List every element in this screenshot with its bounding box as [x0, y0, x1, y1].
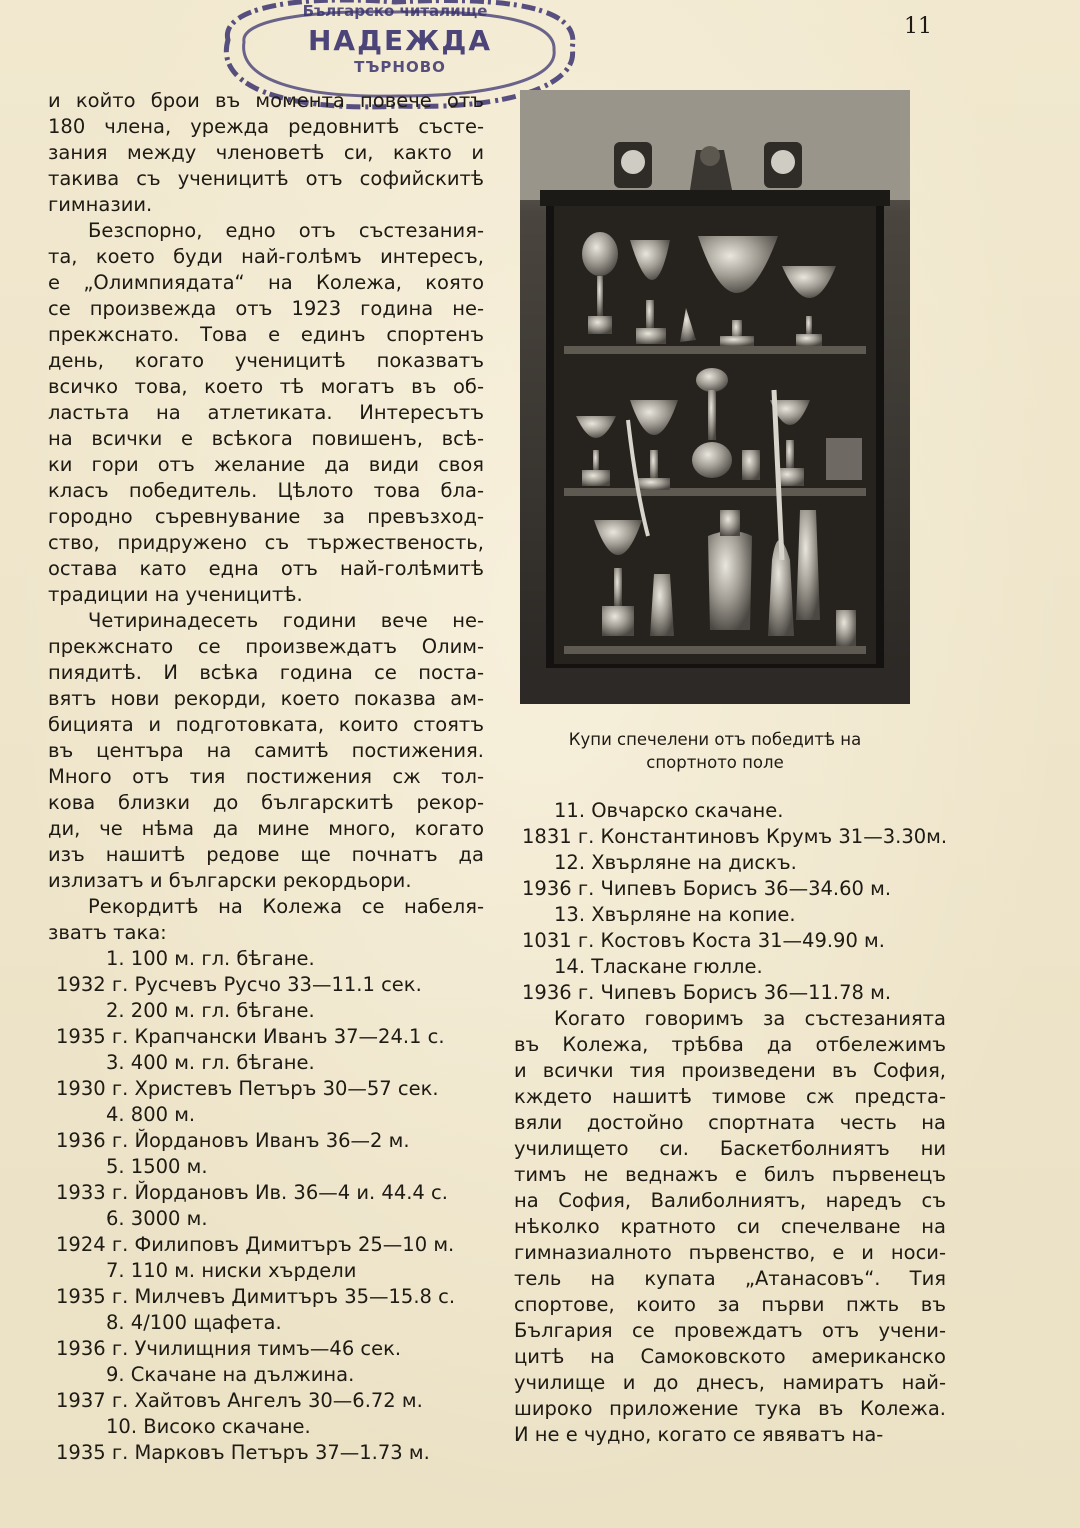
record-result: 1031 г. Костовъ Коста 31—49.90 м.	[522, 929, 885, 952]
record-event: 3. 400 м. гл. бѣгане.	[106, 1051, 315, 1074]
text-line: Много отъ тия постижения сж тол-	[48, 765, 484, 788]
text-line: та, което буди най-голѣмъ интересъ,	[48, 245, 484, 268]
records-heading-paragraph	[48, 894, 484, 946]
text-line: училище и до днесъ, намиратъ най-	[514, 1371, 946, 1394]
text-line: вятъ нови рекорди, което показва ам-	[48, 687, 484, 710]
text-line: нѣколко кратното си спечелване на	[514, 1215, 946, 1238]
record-event: 9. Скачане на дължина.	[106, 1363, 355, 1386]
text-line: зания между членоветѣ си, както и	[48, 141, 484, 164]
record-event: 4. 800 м.	[106, 1103, 196, 1126]
text-line: на София, Валиболниятъ, наредъ съ	[514, 1189, 946, 1212]
record-result: 1935 г. Милчевъ Димитъръ 35—15.8 с.	[56, 1285, 456, 1308]
text-line: и който брои въ момента повече отъ	[48, 89, 484, 112]
records-list-continued	[514, 798, 946, 1006]
record-result: 1930 г. Христевъ Петъръ 30—57 сек.	[56, 1077, 439, 1100]
competitions-paragraph	[514, 1006, 946, 1448]
text-line: ство, придружено съ тържественость,	[48, 531, 484, 554]
text-line: гимназии.	[48, 193, 153, 216]
text-line: ди, че нѣма да мине много, когато	[48, 817, 484, 840]
text-line: класъ победитель. Цѣлото това бла-	[48, 479, 484, 502]
record-event: 10. Високо скачане.	[106, 1415, 311, 1438]
text-line: кждето нашитѣ тимове сж предста-	[514, 1085, 946, 1108]
record-event: 8. 4/100 щафета.	[106, 1311, 282, 1334]
text-line: на всички е всѣкога повишенъ, всѣ-	[48, 427, 484, 450]
intro-paragraph	[48, 88, 484, 218]
text-line: изъ нашитѣ редове ще почнатъ да	[48, 843, 484, 866]
record-event: 6. 3000 м.	[106, 1207, 208, 1230]
text-line: и всички тия произведени въ София,	[514, 1059, 946, 1082]
text-line: И не е чудно, когато се явяватъ на-	[514, 1423, 884, 1446]
text-line: Четиринадесеть години вече не-	[88, 609, 484, 632]
record-result: 1937 г. Хайтовъ Ангелъ 30—6.72 м.	[56, 1389, 423, 1412]
text-line: Рекордитѣ на Колежа се набеля-	[88, 895, 484, 918]
text-line: бицията и подготовката, които стоятъ	[48, 713, 484, 736]
record-result: 1933 г. Йордановъ Ив. 36—4 и. 44.4 с.	[56, 1181, 448, 1204]
photo-caption	[520, 728, 910, 774]
text-line: прекжснато. Това е единъ спортенъ	[48, 323, 484, 346]
caption-line-2: спортното поле	[646, 753, 784, 772]
text-line: пиядитѣ. И всѣка година се поста-	[48, 661, 484, 684]
text-line: Безспорно, едно отъ състезания-	[88, 219, 484, 242]
text-line: спортове, които за първи пжть въ	[514, 1293, 946, 1316]
record-result: 1932 г. Русчевъ Русчо 33—11.1 сек.	[56, 973, 422, 996]
text-line: се произвежда отъ 1923 година не-	[48, 297, 484, 320]
text-line: день, когато ученицитѣ показватъ	[48, 349, 484, 372]
text-line: широко приложение тука въ Колежа.	[514, 1397, 946, 1420]
page-number: 11	[904, 14, 932, 39]
text-line: излизатъ и български рекордьори.	[48, 869, 412, 892]
text-line: зватъ така:	[48, 921, 167, 944]
text-line: традиции на ученицитѣ.	[48, 583, 303, 606]
text-line: ки гори отъ желание да види своя	[48, 453, 484, 476]
record-event: 12. Хвърляне на дискъ.	[554, 851, 797, 874]
records-list	[48, 946, 484, 1466]
record-event: 2. 200 м. гл. бѣгане.	[106, 999, 315, 1022]
record-result: 1924 г. Филиповъ Димитъръ 25—10 м.	[56, 1233, 455, 1256]
text-line: такива съ ученицитѣ отъ софийскитѣ	[48, 167, 484, 190]
record-result: 1936 г. Йордановъ Иванъ 36—2 м.	[56, 1129, 410, 1152]
right-column	[514, 798, 946, 1448]
text-line: гимназиалното първенство, е и носи-	[514, 1241, 946, 1264]
record-result: 1936 г. Чипевъ Борисъ 36—34.60 м.	[522, 877, 892, 900]
records-intro-paragraph	[48, 608, 484, 894]
text-line: България се провеждатъ отъ учени-	[514, 1319, 946, 1342]
text-line: е „Олимпиядата“ на Колежа, която	[48, 271, 484, 294]
stamp-top-text: Българско читалище	[302, 2, 488, 20]
record-event: 7. 110 м. ниски хърдели	[106, 1259, 357, 1282]
text-line: тимъ не веднажъ е билъ първенецъ	[514, 1163, 946, 1186]
trophy-cabinet-photo	[520, 90, 910, 704]
text-line: въ Колежа, трѣбва да отбележимъ	[514, 1033, 946, 1056]
record-result: 1936 г. Училищния тимъ—46 сек.	[56, 1337, 402, 1360]
text-line: вяли достойно спортната честь на	[514, 1111, 946, 1134]
record-event: 13. Хвърляне на копие.	[554, 903, 796, 926]
record-result: 1936 г. Чипевъ Борисъ 36—11.78 м.	[522, 981, 892, 1004]
text-line: училището си. Баскетболниятъ ни	[514, 1137, 946, 1160]
record-event: 5. 1500 м.	[106, 1155, 208, 1178]
text-line: тель на купата „Атанасовъ“. Тия	[514, 1267, 946, 1290]
text-line: ластьта на атлетиката. Интересътъ	[48, 401, 484, 424]
text-line: всичко това, което тѣ могатъ въ об-	[48, 375, 484, 398]
text-line: цитѣ на Самоковското американско	[514, 1345, 946, 1368]
record-result: 1935 г. Крапчански Иванъ 37—24.1 с.	[56, 1025, 445, 1048]
text-line: городно съревнувание за превъзход-	[48, 505, 484, 528]
caption-line-1: Купи спечелени отъ победитѣ на	[568, 730, 862, 749]
stamp-bottom-text: ТЪРНОВО	[354, 58, 446, 76]
stamp-main-text: НАДЕЖДА	[307, 24, 493, 57]
text-line: 180 члена, урежда редовнитѣ състе-	[48, 115, 484, 138]
record-event: 11. Овчарско скачане.	[554, 799, 784, 822]
text-line: остава като една отъ най-голѣмитѣ	[48, 557, 484, 580]
text-line: въ центъра на самитѣ постижения.	[48, 739, 484, 762]
text-line: кова близки до българскитѣ рекор-	[48, 791, 484, 814]
record-event: 14. Тласкане гюлле.	[554, 955, 763, 978]
text-line: Когато говоримъ за състезанията	[554, 1007, 946, 1030]
record-result: 1935 г. Марковъ Петъръ 37—1.73 м.	[56, 1441, 430, 1464]
text-line: прекжснато се произвеждатъ Олим-	[48, 635, 484, 658]
record-result: 1831 г. Константиновъ Крумъ 31—3.30м.	[522, 825, 948, 848]
left-column	[48, 88, 484, 1466]
olympiad-paragraph	[48, 218, 484, 608]
record-event: 1. 100 м. гл. бѣгане.	[106, 947, 315, 970]
